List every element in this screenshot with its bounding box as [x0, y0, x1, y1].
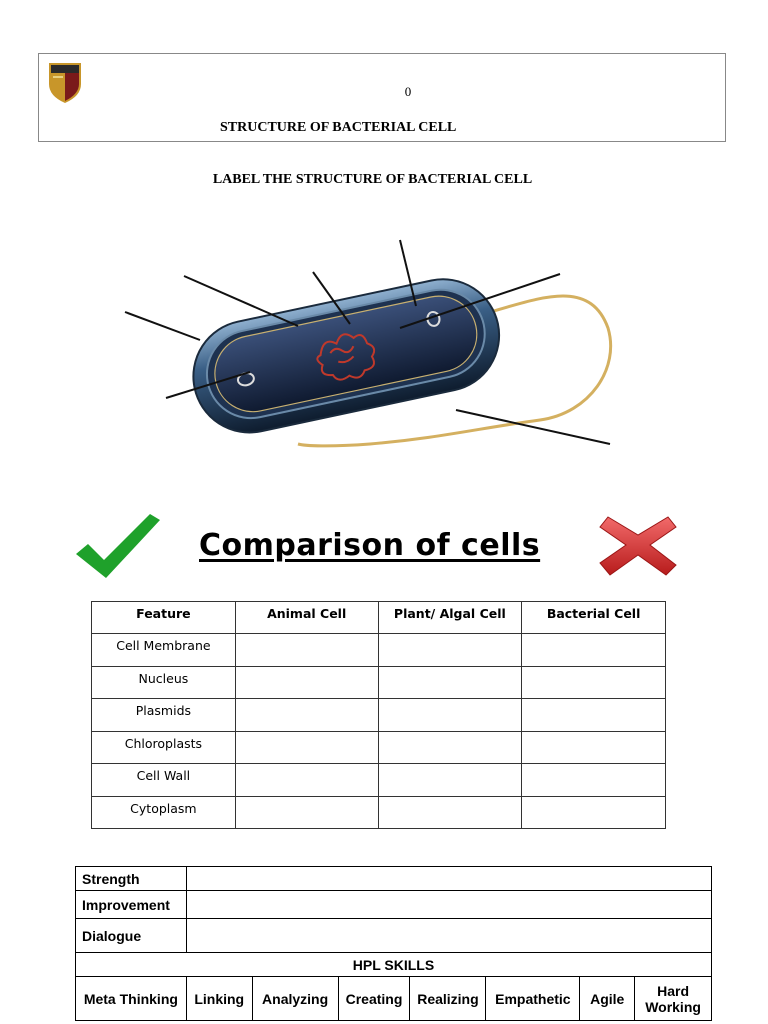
table-row	[92, 764, 666, 797]
improvement-field[interactable]	[186, 891, 711, 919]
blank-answer-cell[interactable]	[235, 634, 378, 667]
skill-analyzing: Analyzing	[252, 977, 338, 1021]
blank-answer-cell[interactable]	[378, 731, 522, 764]
skill-creating: Creating	[338, 977, 410, 1021]
table-header-row	[92, 602, 666, 634]
skill-meta-thinking: Meta Thinking	[76, 977, 187, 1021]
hpl-row-strength	[76, 867, 712, 891]
blank-answer-cell[interactable]	[522, 796, 666, 829]
blank-answer-cell[interactable]	[235, 699, 378, 732]
table-row	[92, 699, 666, 732]
feature-cell: Plasmids	[92, 699, 236, 732]
hpl-row-improvement	[76, 891, 712, 919]
blank-answer-cell[interactable]	[522, 764, 666, 797]
feature-cell: Chloroplasts	[92, 731, 236, 764]
comparison-table	[91, 601, 666, 829]
strength-label: Strength	[76, 867, 187, 891]
label-line	[184, 276, 298, 326]
blank-answer-cell[interactable]	[378, 796, 522, 829]
blank-answer-cell[interactable]	[235, 796, 378, 829]
table-row	[92, 731, 666, 764]
blank-answer-cell[interactable]	[378, 666, 522, 699]
feature-cell: Cell Wall	[92, 764, 236, 797]
blank-answer-cell[interactable]	[522, 731, 666, 764]
hpl-table	[75, 866, 712, 1021]
label-line	[125, 312, 200, 340]
red-cross-icon	[598, 513, 678, 577]
header-plant-cell: Plant/ Algal Cell	[378, 602, 522, 634]
hpl-skills-heading: HPL SKILLS	[76, 953, 712, 977]
skill-linking: Linking	[186, 977, 252, 1021]
hpl-skills-row	[76, 977, 712, 1021]
bacterial-cell-diagram	[120, 238, 620, 460]
blank-answer-cell[interactable]	[522, 699, 666, 732]
header-feature: Feature	[92, 602, 236, 634]
blank-answer-cell[interactable]	[522, 634, 666, 667]
label-heading: LABEL THE STRUCTURE OF BACTERIAL CELL	[212, 172, 533, 187]
skill-realizing: Realizing	[410, 977, 486, 1021]
dialogue-field[interactable]	[186, 919, 711, 953]
blank-answer-cell[interactable]	[235, 764, 378, 797]
page-number: 0	[404, 84, 412, 99]
header-title: STRUCTURE OF BACTERIAL CELL	[220, 120, 457, 135]
dialogue-label: Dialogue	[76, 919, 187, 953]
check-mark-icon	[74, 512, 164, 580]
blank-answer-cell[interactable]	[522, 666, 666, 699]
strength-field[interactable]	[186, 867, 711, 891]
feature-cell: Nucleus	[92, 666, 236, 699]
skill-agile: Agile	[580, 977, 635, 1021]
skill-empathetic: Empathetic	[486, 977, 580, 1021]
hpl-skills-heading-row	[76, 953, 712, 977]
table-row	[92, 796, 666, 829]
blank-answer-cell[interactable]	[378, 764, 522, 797]
table-row	[92, 666, 666, 699]
hpl-row-dialogue	[76, 919, 712, 953]
blank-answer-cell[interactable]	[235, 731, 378, 764]
feature-cell: Cell Membrane	[92, 634, 236, 667]
label-line	[456, 410, 610, 444]
table-row	[92, 634, 666, 667]
feature-cell: Cytoplasm	[92, 796, 236, 829]
header-animal-cell: Animal Cell	[235, 602, 378, 634]
skill-hard-working: Hard Working	[635, 977, 712, 1021]
comparison-title: Comparison of cells	[199, 528, 541, 563]
blank-answer-cell[interactable]	[378, 699, 522, 732]
blank-answer-cell[interactable]	[235, 666, 378, 699]
blank-answer-cell[interactable]	[378, 634, 522, 667]
header-box	[38, 53, 726, 142]
header-bacterial-cell: Bacterial Cell	[522, 602, 666, 634]
improvement-label: Improvement	[76, 891, 187, 919]
